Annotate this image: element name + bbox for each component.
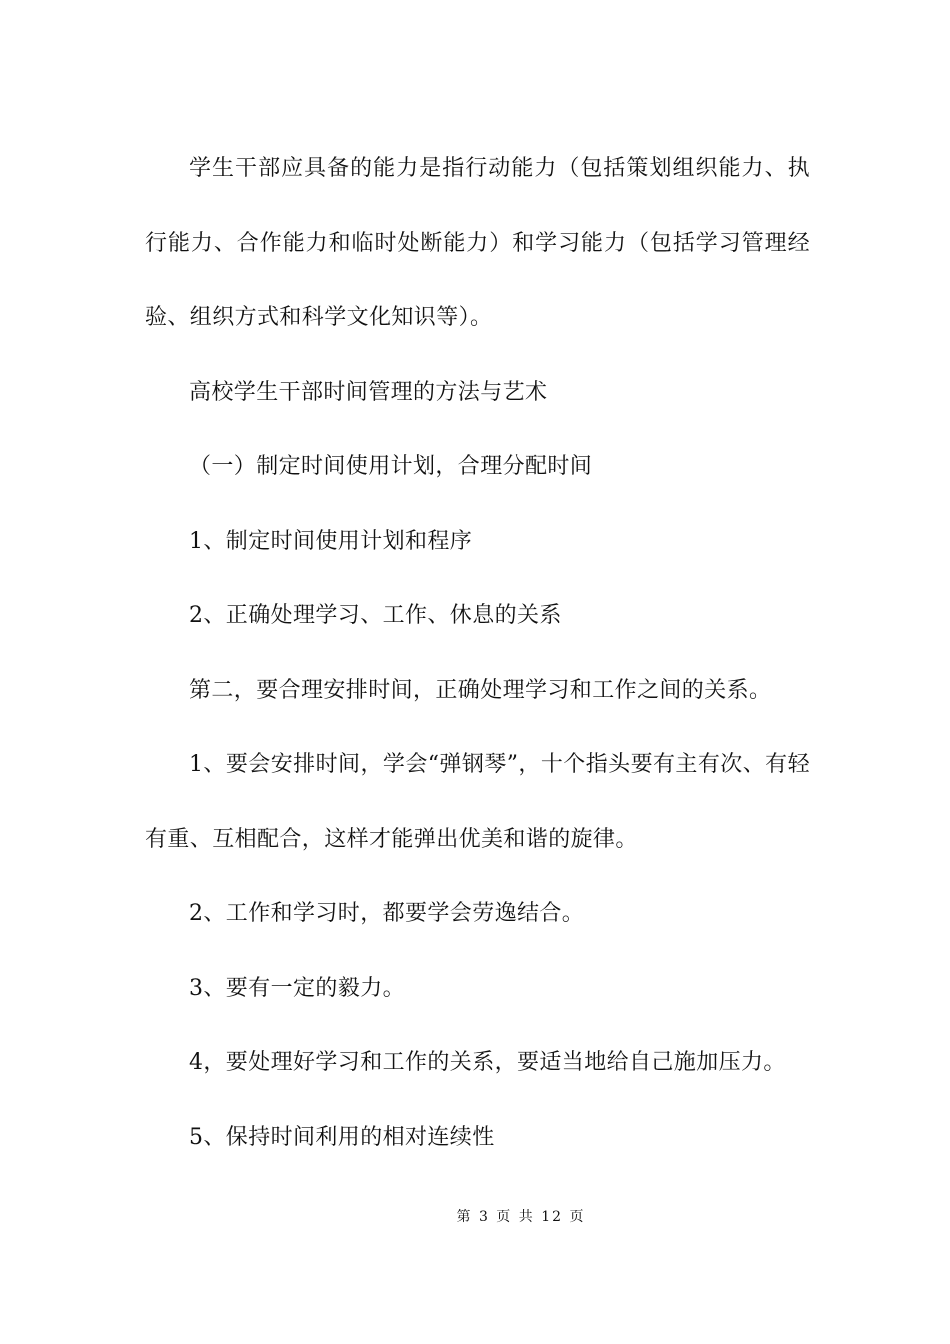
page-footer: [0, 1207, 950, 1227]
paragraph-heading-time-management: 高校学生干部时间管理的方法与艺术: [189, 379, 548, 405]
page-number: 第 3 页 共 12 页: [456, 1209, 586, 1225]
paragraph-work-rest-item: 2、工作和学习时，都要学会劳逸结合。: [189, 901, 585, 926]
paragraph-second-point: 第二，要合理安排时间，正确处理学习和工作之间的关系。: [189, 677, 772, 703]
paragraph-section-one: （一）制定时间使用计划，合理分配时间: [189, 454, 593, 479]
document-body: [145, 132, 810, 1175]
paragraph-abilities: 学生干部应具备的能力是指行动能力（包括策划组织能力、执行能力、合作能力和临时处断能力）和学习能力（包括学习管理经验、组织方式和科学文化知识等）。: [145, 156, 810, 330]
paragraph-continuity-item: 5、保持时间利用的相对连续性: [189, 1124, 495, 1150]
paragraph-item-2: 2、正确处理学习、工作、休息的关系: [189, 603, 562, 628]
paragraph-pressure-item: 4，要处理好学习和工作的关系，要适当地给自己施加压力。: [189, 1050, 786, 1075]
paragraph-piano-item: 1、要会安排时间，学会“弹钢琴”，十个指头要有主有次、有轻有重、互相配合，这样才能弹出优美和谐的旋律。: [145, 752, 810, 852]
paragraph-perseverance-item: 3、要有一定的毅力。: [189, 975, 405, 1001]
paragraph-item-1: 1、制定时间使用计划和程序: [189, 528, 473, 554]
